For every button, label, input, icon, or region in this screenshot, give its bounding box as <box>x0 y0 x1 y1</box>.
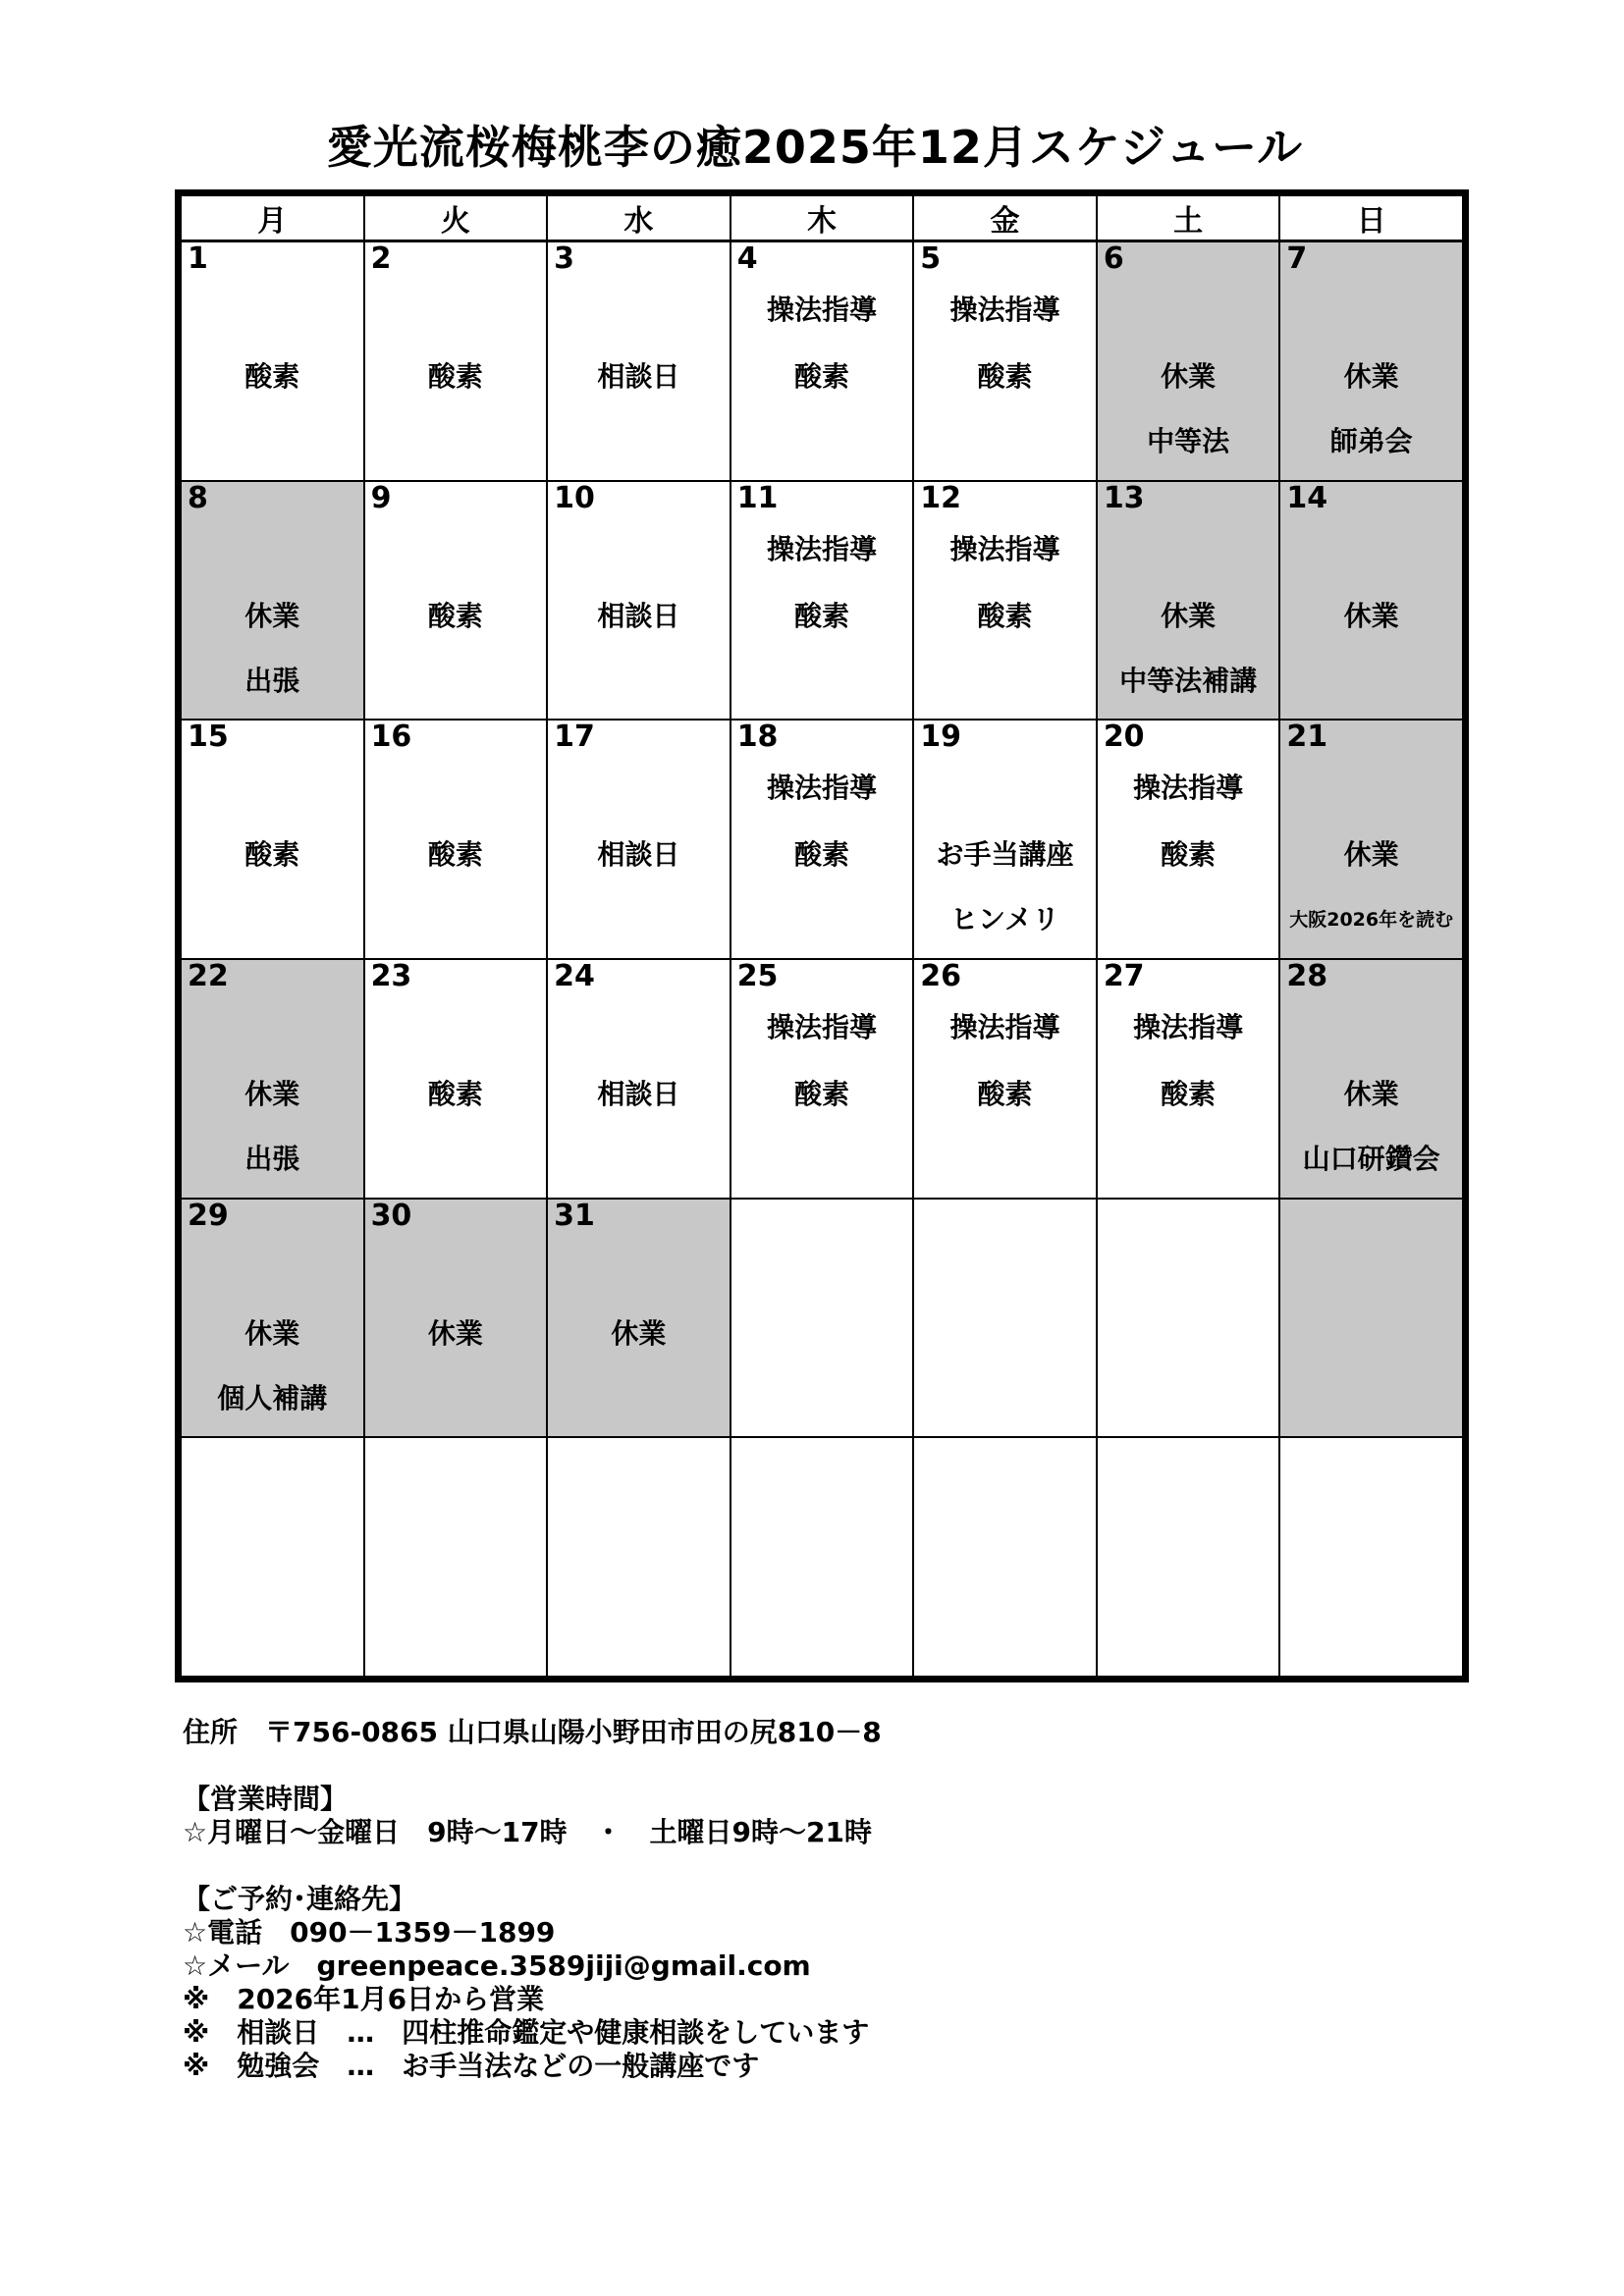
event-line: 酸素 <box>427 838 483 872</box>
week-row <box>181 481 1463 721</box>
day-cell <box>731 1437 914 1677</box>
event-line: 酸素 <box>1161 1077 1217 1110</box>
day-number: 21 <box>1286 720 1328 755</box>
page-title: 愛光流桜梅桃李の癒2025年12月スケジュール <box>326 121 1304 174</box>
event-line: 大阪2026年を読む <box>1289 909 1454 932</box>
event-line: 酸素 <box>427 599 483 632</box>
day-number: 4 <box>736 241 758 276</box>
day-cell <box>913 959 1097 1199</box>
event-line: 相談日 <box>597 838 680 872</box>
event-line: 酸素 <box>427 1077 483 1110</box>
day-cell <box>364 959 548 1199</box>
day-number: 30 <box>370 1198 412 1233</box>
day-cell <box>547 241 731 481</box>
event-line: 休業 <box>1343 599 1399 632</box>
event-line: 操法指導 <box>766 532 877 565</box>
event-line: お手当講座 <box>936 838 1074 872</box>
day-cell <box>1097 241 1280 481</box>
day-number: 2 <box>370 241 392 276</box>
event-line: 操法指導 <box>766 294 877 326</box>
day-number: 12 <box>920 480 961 515</box>
day-cell <box>181 481 364 721</box>
event-line: 酸素 <box>977 360 1033 393</box>
day-number: 19 <box>920 720 961 755</box>
contact-heading: 【ご予約･連絡先】 <box>183 1883 417 1915</box>
weekday-header: 日 <box>1279 195 1463 241</box>
day-number: 27 <box>1103 958 1145 993</box>
event-line: 酸素 <box>793 1077 849 1110</box>
day-cell <box>1097 1199 1280 1438</box>
day-number: 8 <box>188 480 208 515</box>
event-line: 酸素 <box>793 838 849 872</box>
event-line: 相談日 <box>597 1077 680 1110</box>
day-cell <box>364 1437 548 1677</box>
event-line: 操法指導 <box>766 772 877 805</box>
event-line: 休業 <box>1343 838 1399 872</box>
day-number: 9 <box>370 480 392 515</box>
event-line: 操法指導 <box>949 1010 1060 1043</box>
day-number: 23 <box>370 958 412 993</box>
day-number: 1 <box>188 241 208 276</box>
day-cell <box>1279 241 1463 481</box>
day-cell <box>1097 959 1280 1199</box>
event-line: 山口研鑽会 <box>1302 1142 1440 1175</box>
day-number: 22 <box>188 958 229 993</box>
day-number: 18 <box>736 720 779 755</box>
week-row <box>181 1437 1463 1677</box>
day-cell <box>1097 1437 1280 1677</box>
weekday-header: 金 <box>913 195 1097 241</box>
day-cell <box>181 959 364 1199</box>
event-line: 酸素 <box>793 360 849 393</box>
day-number: 14 <box>1286 480 1328 515</box>
day-number: 25 <box>736 958 779 993</box>
day-number: 5 <box>920 241 942 276</box>
event-line: 酸素 <box>977 599 1033 632</box>
event-line: 酸素 <box>1161 838 1217 872</box>
week-row <box>181 959 1463 1199</box>
weekday-header: 水 <box>547 195 731 241</box>
day-cell <box>181 720 364 959</box>
day-cell <box>913 720 1097 959</box>
day-number: 6 <box>1103 241 1124 276</box>
event-line: 休業 <box>1161 599 1217 632</box>
day-number: 29 <box>188 1198 229 1233</box>
calendar-body <box>181 241 1463 1678</box>
note-study-group: ※ 勉強会 … お手当法などの一般講座です <box>183 2050 760 2082</box>
weekday-header: 木 <box>731 195 914 241</box>
weekday-header: 火 <box>364 195 548 241</box>
event-line: 休業 <box>611 1316 667 1350</box>
event-line: 操法指導 <box>766 1010 877 1043</box>
day-cell <box>913 1199 1097 1438</box>
day-cell <box>547 481 731 721</box>
day-cell <box>547 1437 731 1677</box>
day-number: 28 <box>1286 958 1328 993</box>
day-cell <box>731 241 914 481</box>
day-cell <box>181 1437 364 1677</box>
day-cell <box>1279 959 1463 1199</box>
event-line: 師弟会 <box>1329 425 1413 457</box>
event-line: 操法指導 <box>949 532 1060 565</box>
day-cell <box>547 959 731 1199</box>
day-cell <box>913 1437 1097 1677</box>
event-line: 酸素 <box>427 360 483 393</box>
event-line: 酸素 <box>244 838 300 872</box>
event-line: 休業 <box>427 1316 483 1350</box>
event-line: 中等法 <box>1147 425 1230 457</box>
weekday-header-row <box>181 195 1463 241</box>
phone-text: ☆電話 090－1359－1899 <box>183 1916 556 1949</box>
event-line: 操法指導 <box>949 294 1060 326</box>
week-row <box>181 720 1463 959</box>
event-line: 休業 <box>1343 1077 1399 1110</box>
day-cell <box>364 1199 548 1438</box>
event-line: ヒンメリ <box>949 903 1060 936</box>
event-line: 休業 <box>244 1077 300 1110</box>
day-cell <box>731 959 914 1199</box>
day-cell <box>731 720 914 959</box>
day-cell <box>731 481 914 721</box>
note-opening-date: ※ 2026年1月6日から営業 <box>183 1983 545 2015</box>
event-line: 酸素 <box>244 360 300 393</box>
address-text: 住所 〒756-0865 山口県山陽小野田市田の尻810－8 <box>183 1716 882 1748</box>
footer-info <box>183 1716 882 2083</box>
day-cell <box>364 241 548 481</box>
event-line: 相談日 <box>597 599 680 632</box>
day-number: 10 <box>554 480 595 515</box>
event-line: 酸素 <box>793 599 849 632</box>
event-line: 相談日 <box>597 360 680 393</box>
note-consultation: ※ 相談日 … 四柱推命鑑定や健康相談をしています <box>183 2016 870 2049</box>
hours-text: ☆月曜日～金曜日 9時～17時 ・ 土曜日9時～21時 <box>183 1816 872 1848</box>
event-line: 出張 <box>244 1142 300 1175</box>
day-cell <box>913 241 1097 481</box>
day-number: 11 <box>736 480 779 515</box>
weekday-header: 月 <box>181 195 364 241</box>
calendar-table <box>175 189 1469 1682</box>
day-cell <box>547 1199 731 1438</box>
day-number: 26 <box>920 958 961 993</box>
event-line: 酸素 <box>977 1077 1033 1110</box>
day-number: 16 <box>370 720 412 755</box>
event-line: 休業 <box>244 599 300 632</box>
event-line: 休業 <box>1343 360 1399 393</box>
day-cell <box>547 720 731 959</box>
event-line: 出張 <box>244 664 300 697</box>
day-number: 13 <box>1103 480 1145 515</box>
day-number: 7 <box>1286 241 1308 276</box>
day-number: 15 <box>188 720 229 755</box>
day-cell <box>181 1199 364 1438</box>
day-number: 3 <box>554 241 574 276</box>
weekday-header: 土 <box>1097 195 1280 241</box>
event-line: 操法指導 <box>1133 772 1244 805</box>
day-number: 31 <box>554 1198 595 1233</box>
email-text: ☆メール greenpeace.3589jiji@gmail.com <box>183 1949 811 1982</box>
day-cell <box>1279 481 1463 721</box>
day-cell <box>364 720 548 959</box>
day-cell <box>1279 1437 1463 1677</box>
event-line: 休業 <box>1161 360 1217 393</box>
day-cell <box>731 1199 914 1438</box>
day-number: 24 <box>554 958 595 993</box>
event-line: 操法指導 <box>1133 1010 1244 1043</box>
event-line: 中等法補講 <box>1119 664 1258 697</box>
day-cell <box>1097 720 1280 959</box>
day-cell <box>913 481 1097 721</box>
event-line: 個人補講 <box>217 1381 328 1415</box>
week-row <box>181 1199 1463 1438</box>
day-cell <box>1097 481 1280 721</box>
week-row <box>181 241 1463 481</box>
event-line: 休業 <box>244 1316 300 1350</box>
day-cell <box>181 241 364 481</box>
day-number: 17 <box>554 720 595 755</box>
hours-heading: 【営業時間】 <box>183 1783 349 1815</box>
day-cell <box>1279 1199 1463 1438</box>
day-cell <box>1279 720 1463 959</box>
day-cell <box>364 481 548 721</box>
day-number: 20 <box>1103 720 1145 755</box>
